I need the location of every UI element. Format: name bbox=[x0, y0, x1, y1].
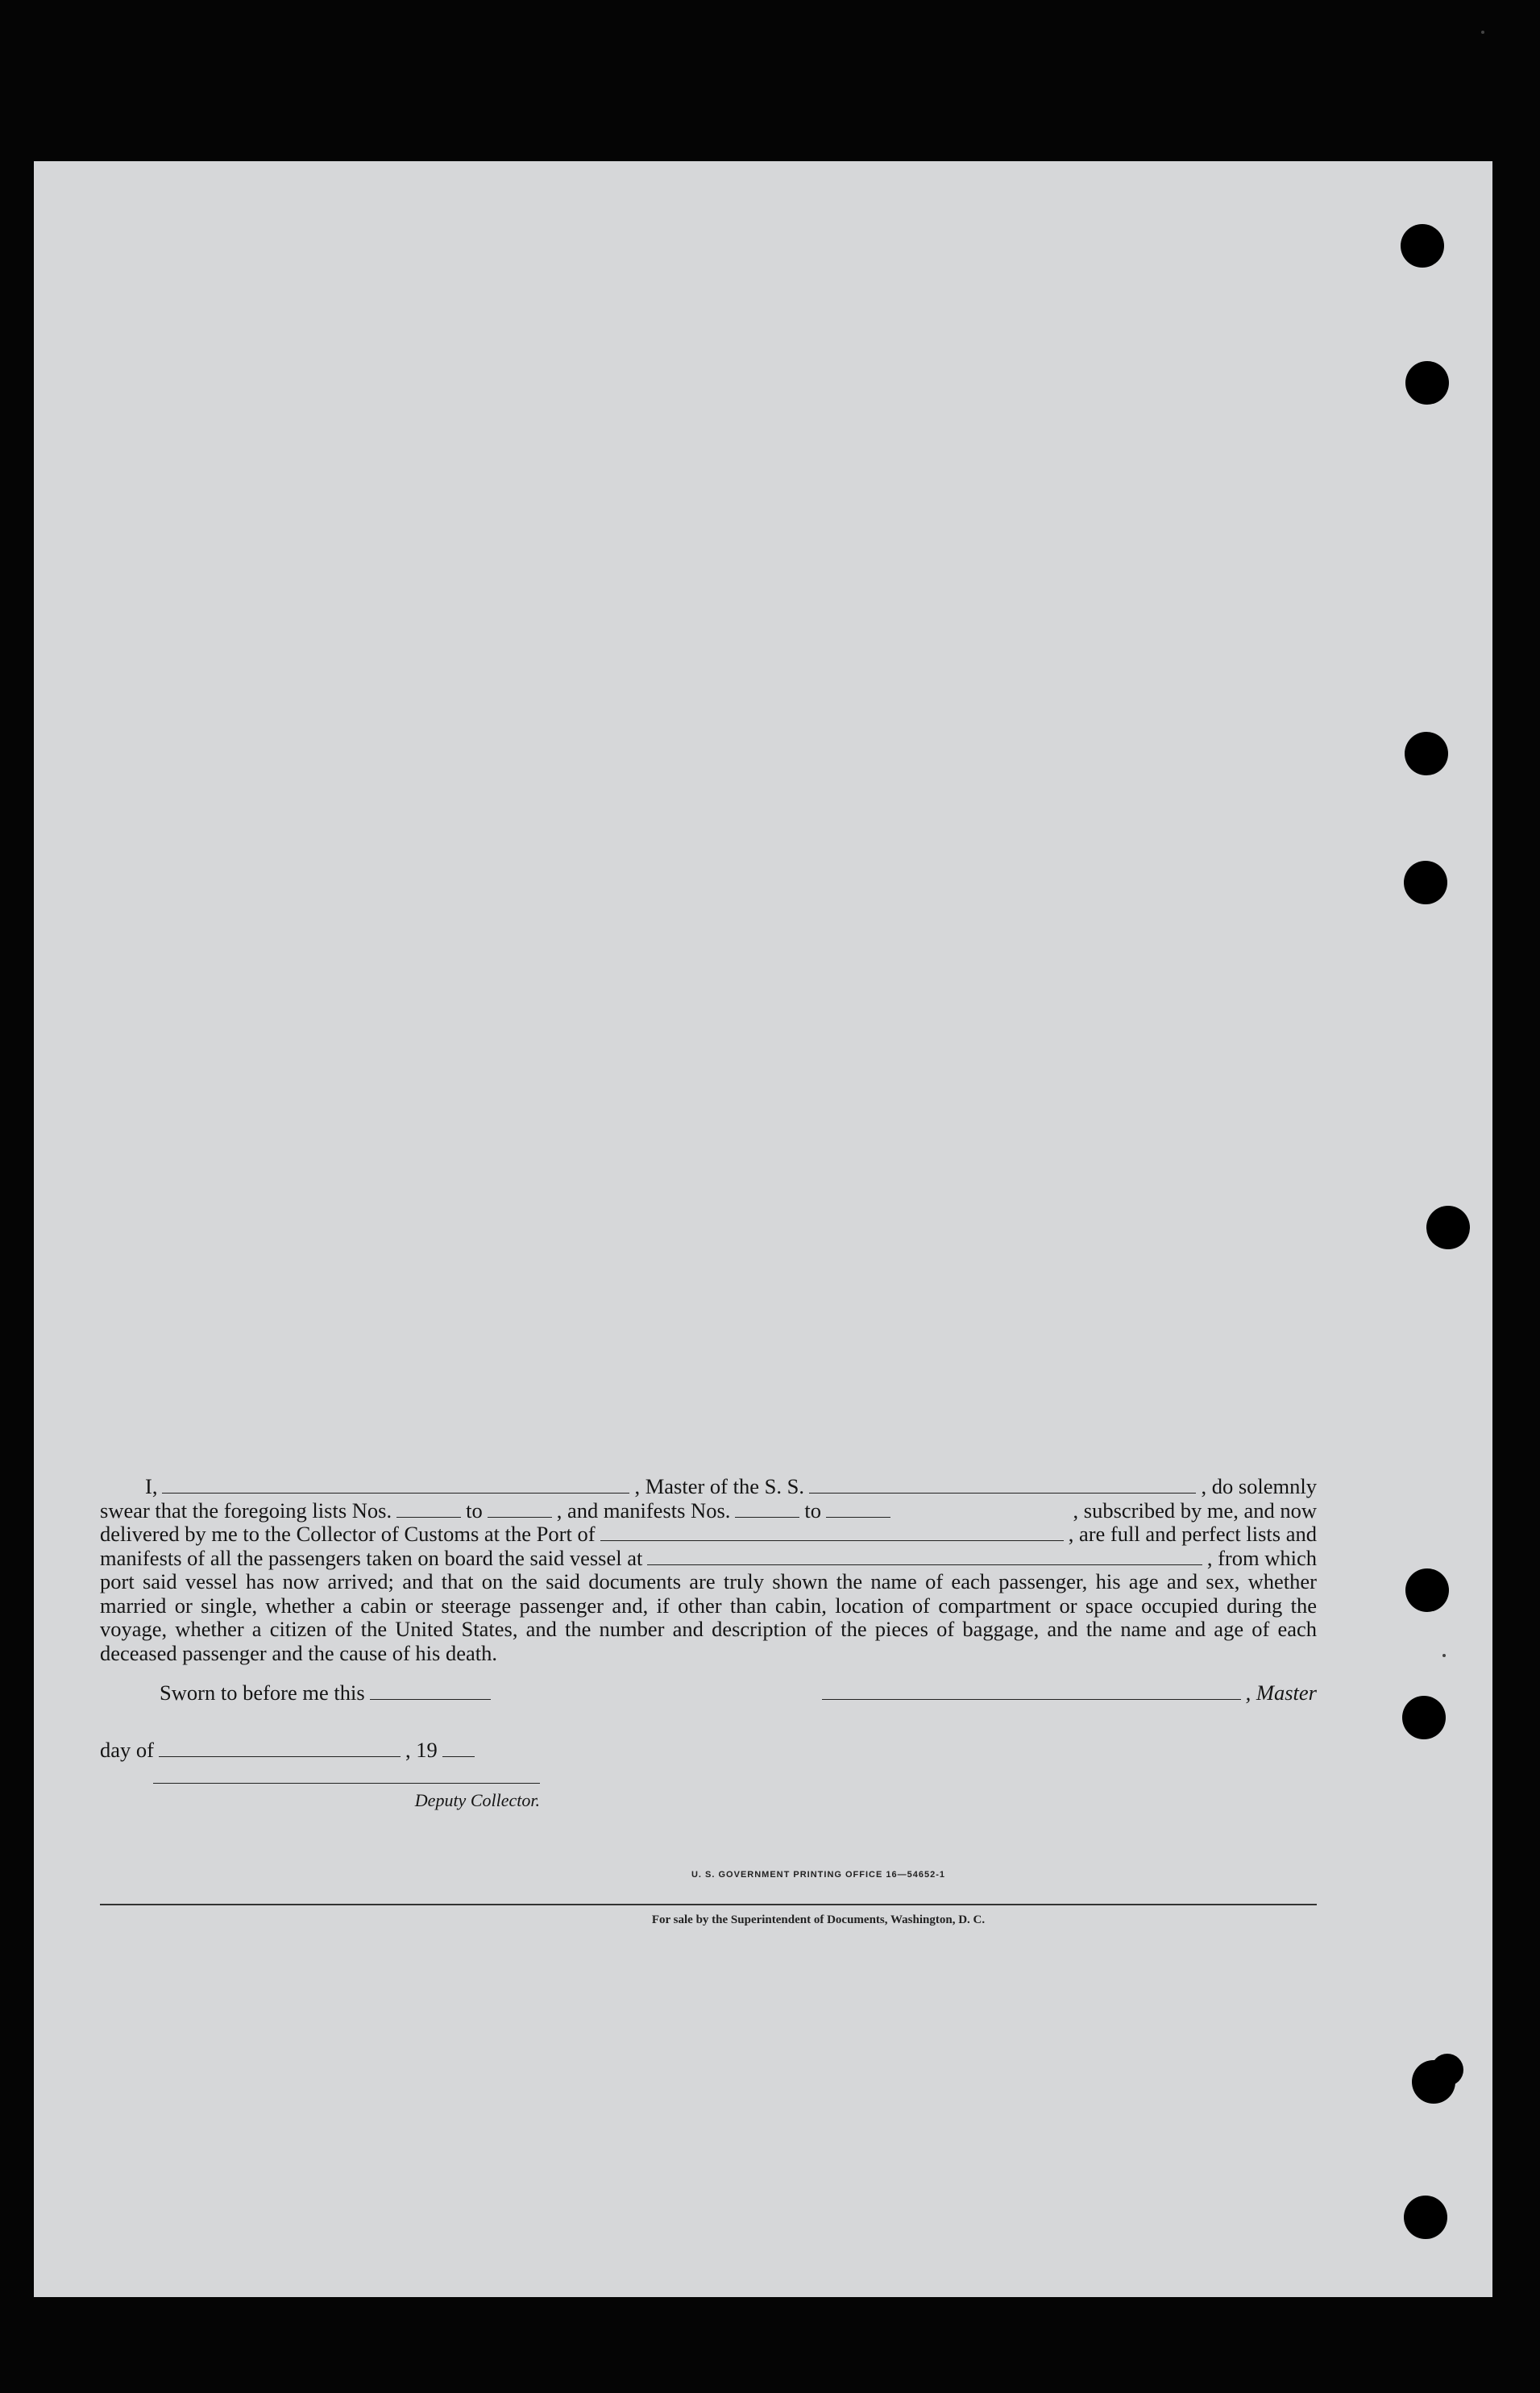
binder-hole bbox=[1431, 2054, 1463, 2086]
sworn-section bbox=[100, 1681, 1317, 1763]
oath-rest: port said vessel has now arrived; and that on the said documents are truly shown the name of each passenger, his age and sex, whether married or single, whether a cabin or steerage passenger and, if other than cabin, location of compartment or space occupied during the voyage, whether a citizen of the United States, and the number and description of the pieces of baggage, and the name and age of each deceased passenger and the cause of his death. bbox=[100, 1569, 1317, 1665]
oath-line-4 bbox=[100, 1547, 1317, 1571]
year-blank[interactable] bbox=[442, 1742, 475, 1757]
month-blank[interactable] bbox=[159, 1742, 401, 1757]
binder-hole bbox=[1426, 1206, 1470, 1249]
oath-do-solemnly: , do solemnly bbox=[1201, 1474, 1317, 1498]
oath-line-3 bbox=[100, 1523, 1317, 1547]
deputy-collector-block bbox=[153, 1783, 540, 1811]
ship-name-blank[interactable] bbox=[809, 1478, 1196, 1494]
binder-hole bbox=[1404, 2196, 1447, 2239]
sworn-label: Sworn to before me this bbox=[160, 1681, 365, 1705]
manifests-from-blank[interactable] bbox=[735, 1502, 799, 1518]
oath-paragraph bbox=[100, 1475, 1317, 1665]
binder-hole bbox=[1405, 732, 1448, 775]
manifests-to-blank[interactable] bbox=[826, 1502, 890, 1518]
binder-hole bbox=[1402, 1696, 1446, 1739]
oath-line-2 bbox=[100, 1499, 1317, 1523]
oath-i: I, bbox=[145, 1474, 158, 1498]
day-of-label: day of bbox=[100, 1738, 154, 1762]
deputy-signature-line[interactable] bbox=[153, 1783, 540, 1784]
sworn-day-blank[interactable] bbox=[370, 1685, 491, 1700]
oath-lists-nos: swear that the foregoing lists Nos. bbox=[100, 1498, 392, 1523]
footer-rule bbox=[100, 1904, 1317, 1905]
master-signature-blank[interactable] bbox=[822, 1685, 1241, 1700]
oath-collector-port: delivered by me to the Collector of Customs at the Port of bbox=[100, 1522, 596, 1546]
scan-speck bbox=[1442, 1654, 1446, 1657]
oath-full-perfect: , are full and perfect lists and bbox=[1068, 1522, 1317, 1546]
form-page bbox=[34, 161, 1492, 2297]
master-name-blank[interactable] bbox=[162, 1478, 629, 1494]
oath-to-1: to bbox=[466, 1498, 483, 1523]
scan-speck bbox=[1481, 31, 1484, 34]
binder-hole bbox=[1405, 1568, 1449, 1612]
sale-notice: For sale by the Superintendent of Documents, Washington, D. C. bbox=[651, 1913, 986, 1926]
oath-master-of-ship: , Master of the S. S. bbox=[634, 1474, 804, 1498]
oath-subscribed: , subscribed by me, and now bbox=[1073, 1498, 1317, 1523]
day-row bbox=[100, 1738, 1317, 1763]
oath-taken-on-board: manifests of all the passengers taken on board the said vessel at bbox=[100, 1545, 643, 1570]
oath-line-1 bbox=[100, 1475, 1317, 1499]
master-label: , Master bbox=[1245, 1681, 1317, 1705]
binder-hole bbox=[1401, 224, 1444, 268]
embark-port-blank[interactable] bbox=[647, 1550, 1202, 1565]
oath-to-2: to bbox=[804, 1498, 822, 1523]
year-label: , 19 bbox=[405, 1738, 438, 1762]
binder-hole bbox=[1405, 361, 1449, 405]
lists-from-blank[interactable] bbox=[396, 1502, 461, 1518]
sworn-row bbox=[100, 1681, 1317, 1705]
oath-manifests-nos: , and manifests Nos. bbox=[556, 1498, 731, 1523]
binder-hole bbox=[1404, 861, 1447, 904]
oath-from-which: , from which bbox=[1206, 1545, 1317, 1570]
port-blank[interactable] bbox=[600, 1526, 1064, 1541]
printer-imprint: U. S. GOVERNMENT PRINTING OFFICE 16—54652-1 bbox=[691, 1870, 945, 1880]
lists-to-blank[interactable] bbox=[488, 1502, 552, 1518]
deputy-collector-label: Deputy Collector. bbox=[414, 1790, 540, 1810]
